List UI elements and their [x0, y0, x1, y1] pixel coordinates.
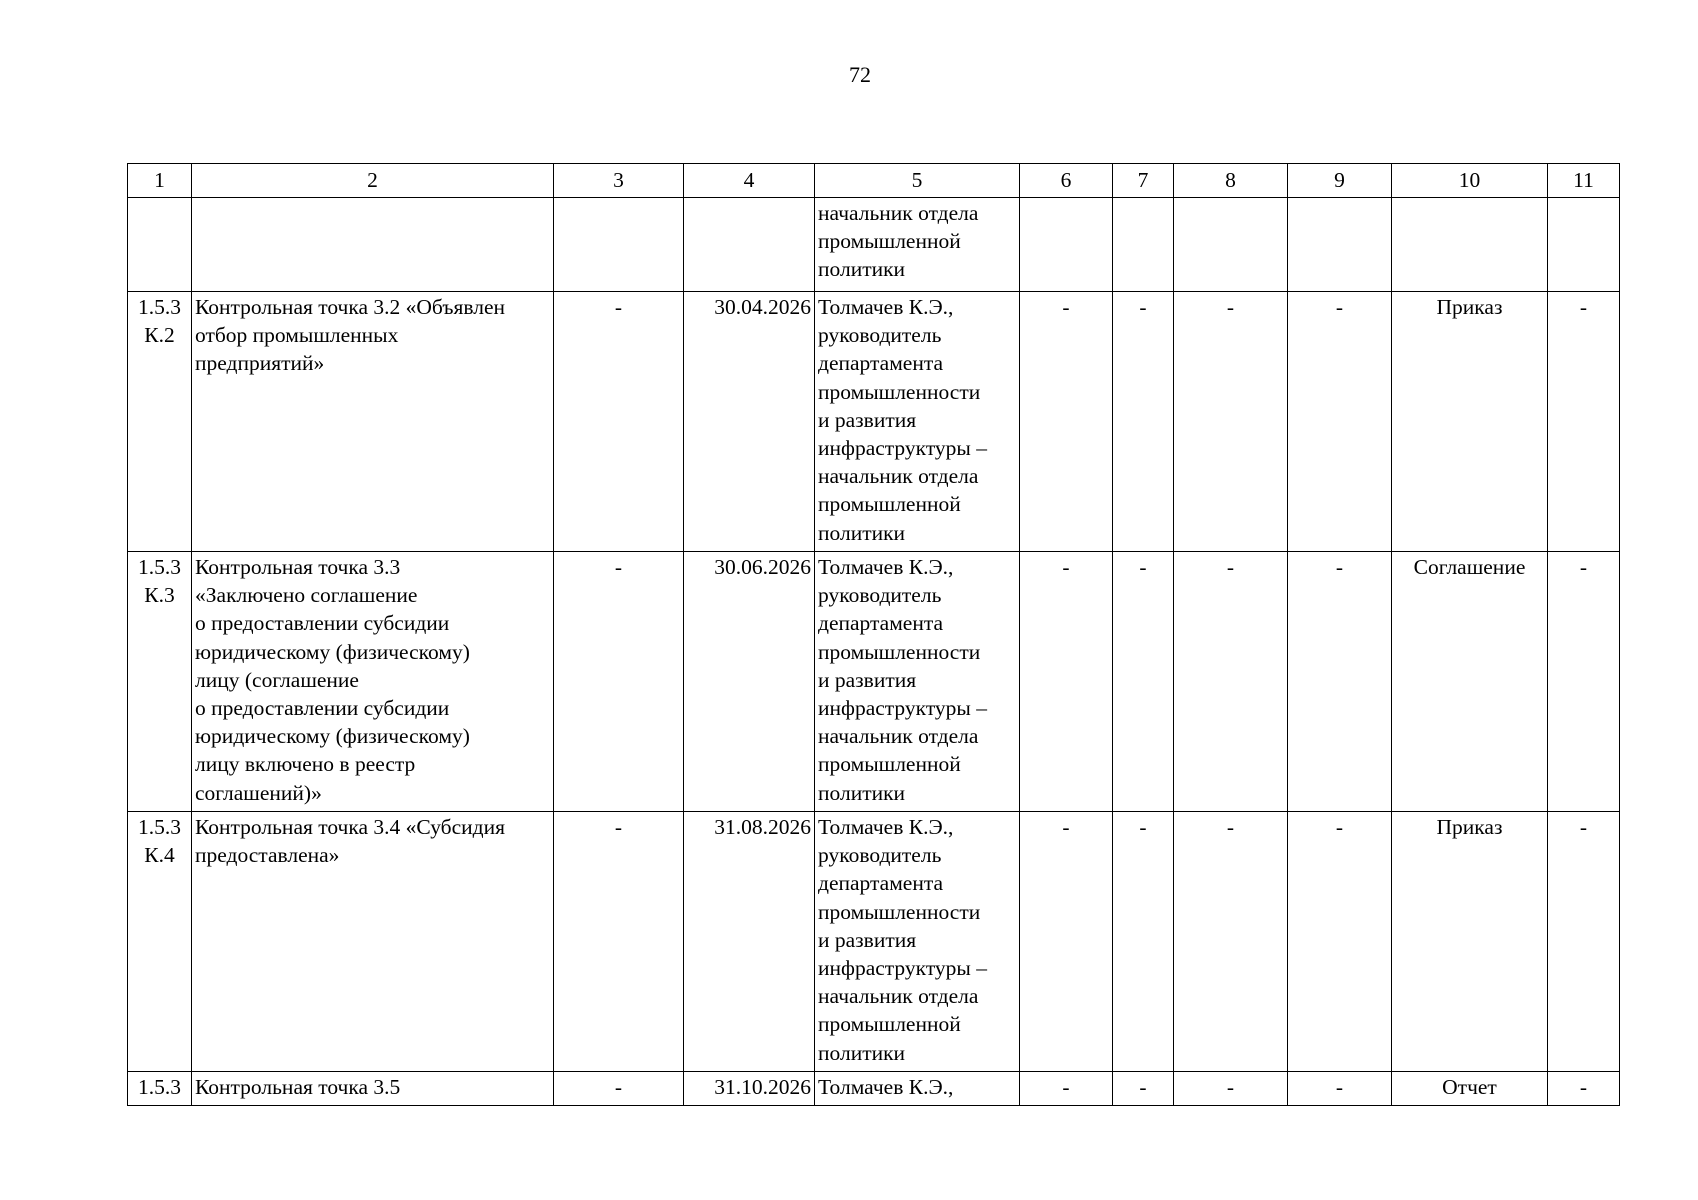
control-points-table — [127, 163, 1620, 1106]
table-row — [128, 292, 1620, 552]
responsible-person: Толмачев К.Э., руководитель департамента промышленности и развития инфраструктуры – начальник отдела промышленной политики — [815, 292, 1020, 552]
cell-col9: - — [1288, 812, 1392, 1072]
table-header-row — [128, 164, 1620, 198]
cell-col7: - — [1113, 1072, 1174, 1106]
cell-col9: - — [1288, 552, 1392, 812]
cell-col3: - — [554, 1072, 684, 1106]
column-header: 1 — [128, 164, 192, 198]
column-header: 7 — [1113, 164, 1174, 198]
cell-col7: - — [1113, 292, 1174, 552]
responsible-person: начальник отдела промышленной политики — [815, 198, 1020, 292]
deadline-date: 31.08.2026 — [684, 812, 815, 1072]
column-header: 6 — [1020, 164, 1113, 198]
deadline-date — [684, 198, 815, 292]
cell-col6: - — [1020, 812, 1113, 1072]
cell-col6 — [1020, 198, 1113, 292]
table-row — [128, 812, 1620, 1072]
cell-col11: - — [1548, 552, 1620, 812]
document-type: Приказ — [1392, 812, 1548, 1072]
control-point-name: Контрольная точка 3.3 «Заключено соглашение о предоставлении субсидии юридическому (физическому) лицу (соглашение о предоставлении субсидии юридическому (физическому) лицу включено в реестр соглашений)» — [192, 552, 554, 812]
column-header: 9 — [1288, 164, 1392, 198]
item-number: 1.5.3 К.4 — [128, 812, 192, 1072]
cell-col3: - — [554, 292, 684, 552]
item-number: 1.5.3 — [128, 1072, 192, 1106]
table-row — [128, 1072, 1620, 1106]
column-header: 10 — [1392, 164, 1548, 198]
control-point-name — [192, 198, 554, 292]
page-number: 72 — [849, 62, 871, 87]
cell-col9: - — [1288, 292, 1392, 552]
cell-col8: - — [1174, 292, 1288, 552]
control-point-name: Контрольная точка 3.4 «Субсидия предоставлена» — [192, 812, 554, 1072]
control-point-name: Контрольная точка 3.5 — [192, 1072, 554, 1106]
cell-col11: - — [1548, 292, 1620, 552]
column-header: 11 — [1548, 164, 1620, 198]
cell-col9 — [1288, 198, 1392, 292]
cell-col3: - — [554, 552, 684, 812]
cell-col6: - — [1020, 1072, 1113, 1106]
cell-col7: - — [1113, 812, 1174, 1072]
cell-col3 — [554, 198, 684, 292]
table-row — [128, 552, 1620, 812]
responsible-person: Толмачев К.Э., руководитель департамента промышленности и развития инфраструктуры – начальник отдела промышленной политики — [815, 552, 1020, 812]
cell-col6: - — [1020, 292, 1113, 552]
document-type: Отчет — [1392, 1072, 1548, 1106]
cell-col8: - — [1174, 552, 1288, 812]
cell-col9: - — [1288, 1072, 1392, 1106]
document-type: Соглашение — [1392, 552, 1548, 812]
deadline-date: 30.06.2026 — [684, 552, 815, 812]
cell-col7 — [1113, 198, 1174, 292]
cell-col8 — [1174, 198, 1288, 292]
column-header: 8 — [1174, 164, 1288, 198]
item-number: 1.5.3 К.3 — [128, 552, 192, 812]
table-row — [128, 198, 1620, 292]
cell-col6: - — [1020, 552, 1113, 812]
document-type — [1392, 198, 1548, 292]
cell-col8: - — [1174, 812, 1288, 1072]
deadline-date: 30.04.2026 — [684, 292, 815, 552]
deadline-date: 31.10.2026 — [684, 1072, 815, 1106]
item-number — [128, 198, 192, 292]
responsible-person: Толмачев К.Э., — [815, 1072, 1020, 1106]
cell-col11: - — [1548, 812, 1620, 1072]
item-number: 1.5.3 К.2 — [128, 292, 192, 552]
cell-col11 — [1548, 198, 1620, 292]
cell-col8: - — [1174, 1072, 1288, 1106]
column-header: 3 — [554, 164, 684, 198]
cell-col7: - — [1113, 552, 1174, 812]
column-header: 2 — [192, 164, 554, 198]
responsible-person: Толмачев К.Э., руководитель департамента промышленности и развития инфраструктуры – начальник отдела промышленной политики — [815, 812, 1020, 1072]
cell-col3: - — [554, 812, 684, 1072]
control-point-name: Контрольная точка 3.2 «Объявлен отбор промышленных предприятий» — [192, 292, 554, 552]
column-header: 4 — [684, 164, 815, 198]
column-header: 5 — [815, 164, 1020, 198]
document-type: Приказ — [1392, 292, 1548, 552]
cell-col11: - — [1548, 1072, 1620, 1106]
